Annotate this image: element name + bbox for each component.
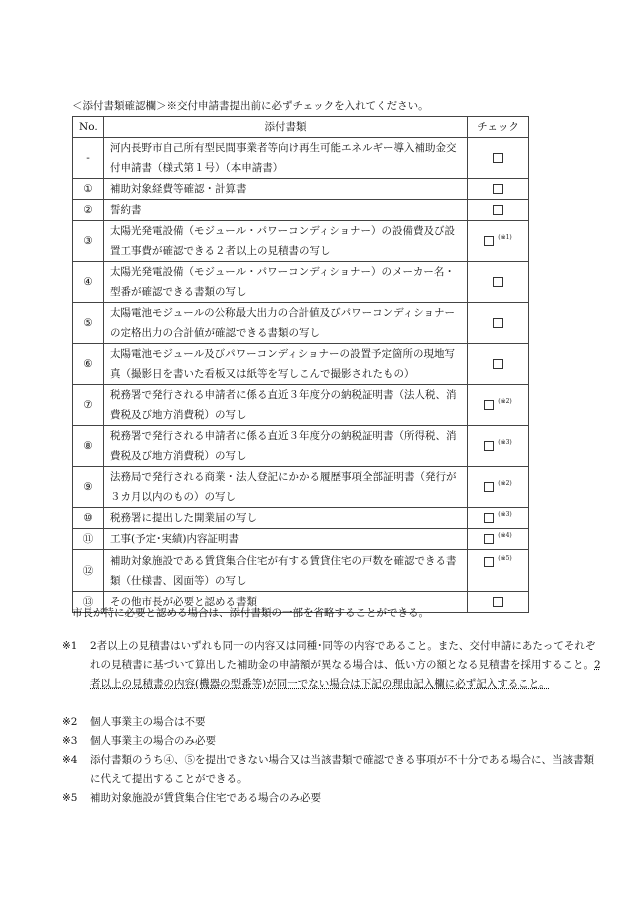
row-number: ⑥ (73, 344, 104, 385)
footnote-text: 個人事業主の場合のみ必要 (90, 735, 216, 747)
omission-note: 市長が特に必要と認める場合は、添付書類の一部を省略することができる。 (72, 607, 429, 619)
row-check-cell (468, 344, 529, 385)
footnote-mark: ※1 (62, 640, 78, 652)
footnote-underlined-text: 2者以上の見積書の内容(機器の型番等)が同一でない場合は下記の理由記入欄に必ず記入すること。 (90, 659, 601, 690)
row-number: - (73, 138, 104, 179)
checkbox[interactable] (484, 534, 494, 544)
row-document: 太陽光発電設備（モジュール・パワーコンディショナー）の設備費及び設置工事費が確認できる２者以上の見積書の写し (104, 221, 468, 262)
row-number: ⑫ (73, 550, 104, 592)
footnote-text: 添付書類のうち④、⑤を提出できない場合又は当該書類で確認できる事項が不十分である場合に、当該書類に代えて提出することができる。 (90, 754, 594, 785)
row-check-cell (468, 221, 529, 262)
row-number: ⑩ (73, 508, 104, 529)
table-row (73, 467, 529, 508)
row-note: (※3) (498, 511, 512, 518)
row-check-cell (468, 592, 529, 613)
checkbox[interactable] (493, 277, 503, 287)
row-number: ④ (73, 262, 104, 303)
checkbox[interactable] (493, 359, 503, 369)
row-note: (※4) (498, 532, 512, 539)
row-document: 税務署で発行される申請者に係る直近３年度分の納税証明書（法人税、消費税及び地方消費税）の写し (104, 385, 468, 426)
row-document: 太陽電池モジュールの公称最大出力の合計値及びパワーコンディショナーの定格出力の合計値が確認できる書類の写し (104, 303, 468, 344)
header-no: No. (73, 117, 104, 138)
row-number: ⑤ (73, 303, 104, 344)
row-check-cell (468, 508, 529, 529)
row-document: 法務局で発行される商業・法人登記にかかる履歴事項全部証明書（発行が３カ月以内のもの）の写し (104, 467, 468, 508)
row-check-cell (468, 467, 529, 508)
table-row (73, 179, 529, 200)
table-row (73, 200, 529, 221)
footnote-mark: ※4 (62, 754, 78, 766)
header-doc: 添付書類 (104, 117, 468, 138)
row-check-cell (468, 550, 529, 592)
checkbox[interactable] (484, 236, 494, 246)
row-document: 太陽電池モジュール及びパワーコンディショナーの設置予定箇所の現地写真（撮影日を書いた看板又は紙等を写しこんで撮影されたもの） (104, 344, 468, 385)
row-number: ③ (73, 221, 104, 262)
row-document: 税務署に提出した開業届の写し (104, 508, 468, 529)
row-note: (※2) (498, 480, 512, 487)
row-note: (※1) (498, 234, 512, 241)
table-row (73, 426, 529, 467)
row-document: 補助対象施設である賃貸集合住宅が有する賃貸住宅の戸数を確認できる書類（仕様書、図面等）の写し (104, 550, 468, 592)
row-document: 誓約書 (104, 200, 468, 221)
footnote-text: 補助対象施設が賃貸集合住宅である場合のみ必要 (90, 792, 321, 804)
row-check-cell (468, 426, 529, 467)
row-number: ① (73, 179, 104, 200)
table-row (73, 385, 529, 426)
footnote-text: 2者以上の見積書はいずれも同一の内容又は同種･同等の内容であること。また、交付申請にあたってそれぞれの見積書に基づいて算出した補助金の申請額が異なる場合は、低い方の額となる見積書を採用すること。 (90, 640, 596, 671)
row-number: ⑬ (73, 592, 104, 613)
table-row (73, 221, 529, 262)
checkbox[interactable] (484, 513, 494, 523)
checkbox[interactable] (493, 318, 503, 328)
row-document: その他市長が必要と認める書類 (104, 592, 468, 613)
row-number: ⑧ (73, 426, 104, 467)
footnote-1 (62, 637, 602, 694)
checkbox[interactable] (484, 441, 494, 451)
checkbox[interactable] (493, 184, 503, 194)
table-row (73, 303, 529, 344)
table-row (73, 529, 529, 550)
section-caption: ＜添付書類確認欄＞※交付申請書提出前に必ずチェックを入れてください。 (72, 100, 429, 112)
footnote-mark: ※2 (62, 716, 78, 728)
footnote-mark: ※5 (62, 792, 78, 804)
checkbox[interactable] (484, 482, 494, 492)
footnote-5 (62, 789, 602, 808)
row-check-cell (468, 138, 529, 179)
row-check-cell (468, 262, 529, 303)
footnote-mark: ※3 (62, 735, 78, 747)
row-number: ⑦ (73, 385, 104, 426)
row-number: ⑨ (73, 467, 104, 508)
footnote-3 (62, 732, 602, 751)
checkbox[interactable] (484, 557, 494, 567)
row-document: 税務署で発行される申請者に係る直近３年度分の納税証明書（所得税、消費税及び地方消費税）の写し (104, 426, 468, 467)
checkbox[interactable] (493, 205, 503, 215)
row-document: 太陽光発電設備（モジュール・パワーコンディショナー）のメーカー名・型番が確認できる書類の写し (104, 262, 468, 303)
row-check-cell (468, 529, 529, 550)
row-number: ② (73, 200, 104, 221)
checkbox[interactable] (493, 597, 503, 607)
row-document: 河内長野市自己所有型民間事業者等向け再生可能エネルギー導入補助金交付申請書（様式第１号）（本申請書） (104, 138, 468, 179)
table-row (73, 344, 529, 385)
row-check-cell (468, 303, 529, 344)
table-row (73, 550, 529, 592)
header-check: チェック (468, 117, 529, 138)
row-document: 工事(予定･実績)内容証明書 (104, 529, 468, 550)
checkbox[interactable] (493, 153, 503, 163)
row-note: (※5) (498, 555, 512, 562)
table-row (73, 508, 529, 529)
row-document: 補助対象経費等確認・計算書 (104, 179, 468, 200)
row-check-cell (468, 200, 529, 221)
row-note: (※2) (498, 398, 512, 405)
table-row (73, 138, 529, 179)
row-check-cell (468, 179, 529, 200)
checkbox[interactable] (484, 400, 494, 410)
footnote-4 (62, 751, 602, 789)
footnote-text: 個人事業主の場合は不要 (90, 716, 206, 728)
attachment-checklist-table (72, 116, 529, 613)
table-row (73, 262, 529, 303)
row-number: ⑪ (73, 529, 104, 550)
row-check-cell (468, 385, 529, 426)
row-note: (※3) (498, 439, 512, 446)
footnote-2 (62, 713, 602, 732)
